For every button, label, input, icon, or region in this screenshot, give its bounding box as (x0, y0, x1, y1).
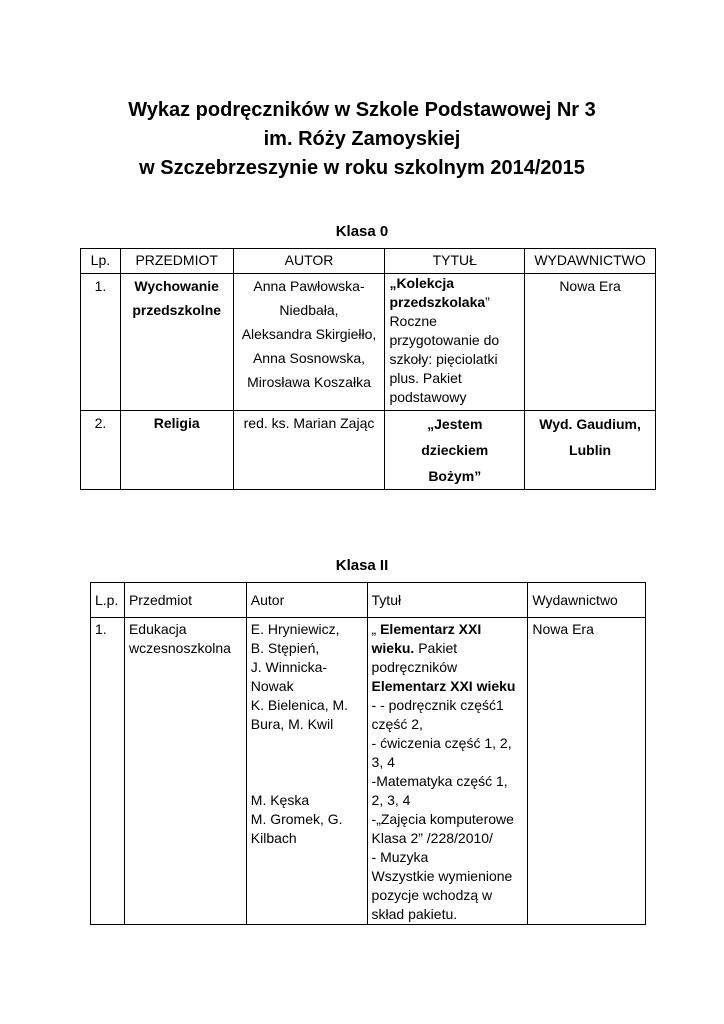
header-przedmiot: PRZEDMIOT (120, 249, 233, 274)
tytul-line: część 2, (371, 716, 423, 732)
cell-tytul (367, 618, 528, 925)
cell-wydawnictwo: Nowa Era (528, 618, 646, 925)
table-row (91, 618, 646, 925)
przedmiot-line: Edukacja (128, 621, 187, 637)
header-przedmiot: Przedmiot (124, 583, 246, 618)
tytul-line: - - podręcznik część1 (371, 697, 504, 713)
tytul-line: skład pakietu. (371, 906, 458, 922)
autor-line: B. Stępień, (250, 640, 320, 656)
cell-lp: 1. (91, 618, 125, 925)
klasa-2-heading: Klasa II (335, 557, 389, 574)
header-autor: AUTOR (233, 249, 385, 274)
przedmiot-line: przedszkolne (132, 302, 222, 318)
table-header-row (91, 583, 646, 618)
tytul-line: „Kolekcja (389, 275, 455, 291)
klasa-0-heading: Klasa 0 (335, 223, 389, 240)
cell-przedmiot: Religia (120, 411, 233, 490)
autor-line: Aleksandra Skirgiełło, (241, 326, 377, 342)
klasa-2-table (90, 582, 646, 925)
cell-autor (233, 274, 385, 411)
tytul-line: 3, 4 (371, 754, 395, 770)
tytul-line: - Muzyka (371, 849, 429, 865)
tytul-line: wieku. (371, 640, 415, 656)
cell-wydawnictwo (525, 411, 656, 490)
title-line-1: Wykaz podręczników w Szkole Podstawowej Nr 3 (128, 99, 596, 121)
cell-lp: 2. (81, 411, 121, 490)
autor-line: E. Hryniewicz, (250, 621, 340, 637)
tytul-line: Bożym” (428, 468, 482, 484)
autor-line: Mirosława Koszałka (247, 374, 371, 390)
table-header-row (81, 249, 656, 274)
cell-tytul (385, 411, 525, 490)
tytul-line: Klasa 2” /228/2010/ (371, 830, 493, 846)
autor-line: M. Kęska (250, 792, 310, 808)
autor-line: Bura, M. Kwil (250, 716, 334, 732)
tytul-line: szkoły: pięciolatki (389, 351, 498, 367)
tytul-quote: ” (485, 294, 490, 310)
tytul-line: - ćwiczenia część 1, 2, (371, 735, 512, 751)
tytul-line: Elementarz XXI (380, 621, 482, 637)
tytul-line: Elementarz XXI wieku (371, 678, 516, 694)
autor-line: Anna Pawłowska- (253, 278, 365, 294)
tytul-line: pozycje wchodzą w (371, 887, 493, 903)
document-title (0, 96, 724, 183)
wydawnictwo-line: Lublin (569, 442, 612, 458)
autor-line: Nowak (250, 678, 294, 694)
tytul-line: przedszkolaka (389, 294, 486, 310)
wydawnictwo-line: Wyd. Gaudium, (539, 416, 641, 432)
header-lp: L.p. (91, 583, 125, 618)
title-line-3: w Szczebrzeszynie w roku szkolnym 2014/2015 (139, 157, 585, 179)
cell-wydawnictwo: Nowa Era (525, 274, 656, 411)
table-row (81, 411, 656, 490)
autor-line: M. Gromek, G. (250, 811, 343, 827)
autor-line: Kilbach (250, 830, 297, 846)
tytul-line: „Jestem (427, 416, 483, 432)
przedmiot-line: Wychowanie (134, 278, 219, 294)
cell-autor (246, 618, 367, 925)
tytul-line: Wszystkie wymienione (371, 868, 513, 884)
cell-autor: red. ks. Marian Zając (233, 411, 385, 490)
autor-line: Niedbała, (279, 302, 339, 318)
autor-line: J. Winnicka- (250, 659, 328, 675)
cell-tytul (385, 274, 525, 411)
title-line-2: im. Róży Zamoyskiej (263, 128, 461, 150)
tytul-line: dzieckiem (421, 442, 489, 458)
tytul-line: -„Zajęcia komputerowe (371, 811, 514, 827)
cell-przedmiot (124, 618, 246, 925)
header-tytul: TYTUŁ (385, 249, 525, 274)
header-autor: Autor (246, 583, 367, 618)
header-wydawnictwo: Wydawnictwo (528, 583, 646, 618)
klasa-0-table (80, 248, 656, 490)
tytul-line: Pakiet (414, 640, 458, 656)
cell-lp: 1. (81, 274, 121, 411)
tytul-line: podręczników (371, 659, 458, 675)
header-wydawnictwo: WYDAWNICTWO (525, 249, 656, 274)
tytul-line: Roczne (389, 313, 437, 329)
tytul-prefix: „ (371, 621, 381, 637)
tytul-line: plus. Pakiet (389, 370, 462, 386)
table-row (81, 274, 656, 411)
tytul-line: przygotowanie do (389, 332, 500, 348)
header-lp: Lp. (81, 249, 121, 274)
przedmiot-line: wczesnoszkolna (128, 640, 231, 656)
tytul-line: podstawowy (389, 389, 467, 405)
cell-przedmiot (120, 274, 233, 411)
tytul-line: -Matematyka część 1, (371, 773, 508, 789)
header-tytul: Tytuł (367, 583, 528, 618)
autor-line: Anna Sosnowska, (252, 350, 366, 366)
autor-line: K. Bielenica, M. (250, 697, 349, 713)
tytul-line: 2, 3, 4 (371, 792, 411, 808)
